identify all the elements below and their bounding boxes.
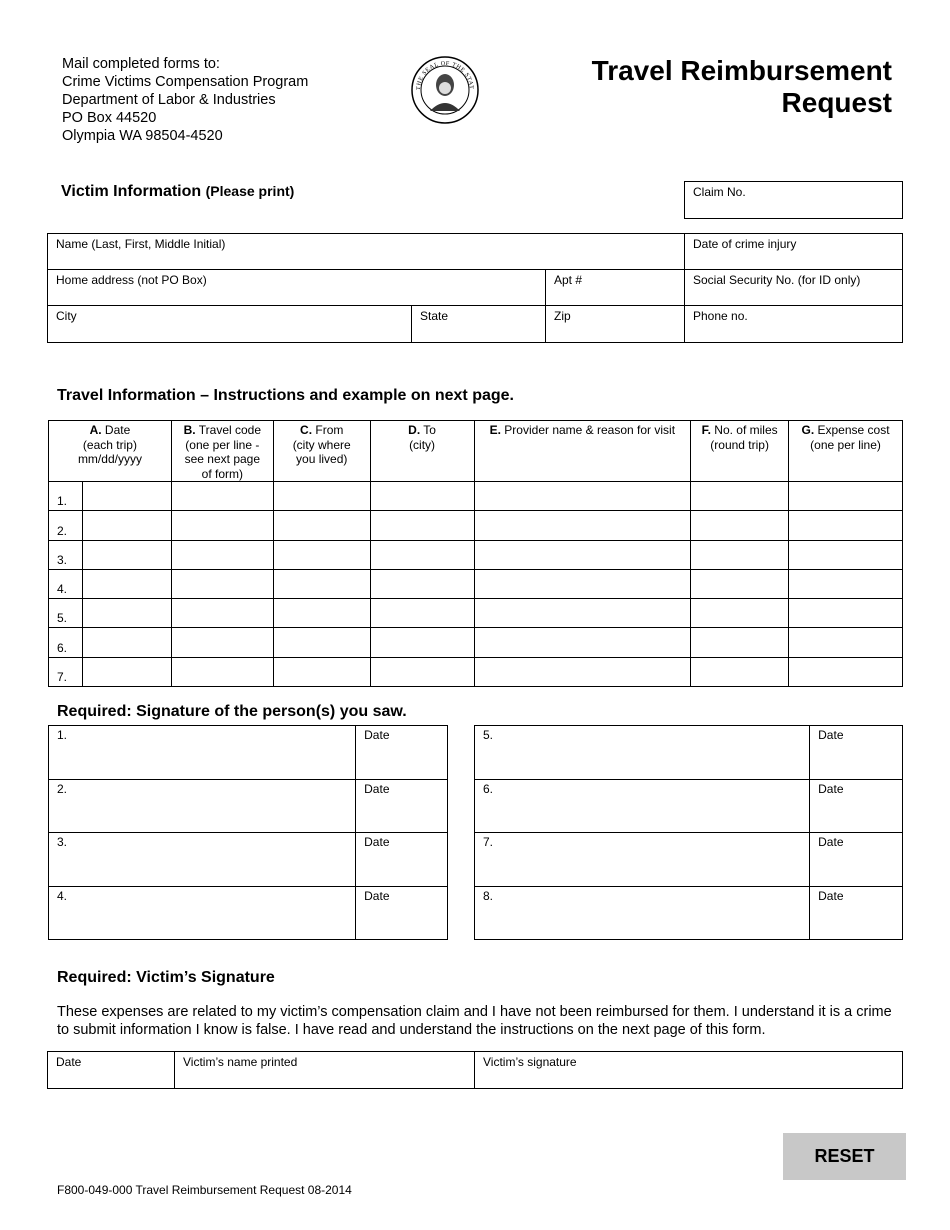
travel-cell-travel-code[interactable] <box>171 511 273 540</box>
travel-row-number: 6. <box>49 628 83 657</box>
travel-row-number: 1. <box>49 482 83 511</box>
travel-cell-expense[interactable] <box>789 540 903 569</box>
col-g-header: G. Expense cost (one per line) <box>789 421 903 482</box>
victim-signature-label: Victim’s signature <box>483 1055 577 1069</box>
travel-cell-miles[interactable] <box>691 657 789 686</box>
provider-sig-row <box>49 833 448 887</box>
victim-info-grid <box>47 233 903 343</box>
provider-signature-field[interactable]: 6. <box>475 779 810 833</box>
reset-button[interactable]: RESET <box>783 1133 906 1180</box>
travel-cell-from[interactable] <box>273 569 370 598</box>
victim-signature-field[interactable] <box>475 1052 902 1088</box>
state-seal-icon <box>410 55 480 125</box>
mail-line: Mail completed forms to: <box>62 56 220 72</box>
ssn-label: Social Security No. (for ID only) <box>693 273 861 287</box>
provider-sig-row <box>475 779 903 833</box>
travel-cell-provider[interactable] <box>474 482 691 511</box>
travel-cell-expense[interactable] <box>789 628 903 657</box>
home-address-label: Home address (not PO Box) <box>56 273 207 287</box>
victim-info-heading-text: Victim Information <box>61 183 202 200</box>
travel-cell-date[interactable] <box>82 657 171 686</box>
travel-cell-expense[interactable] <box>789 657 903 686</box>
travel-cell-provider[interactable] <box>474 628 691 657</box>
provider-sig-heading: Required: Signature of the person(s) you saw. <box>57 703 407 720</box>
claim-no-field[interactable] <box>684 181 903 219</box>
state-field[interactable] <box>412 306 545 342</box>
provider-signature-field[interactable]: 8. <box>475 886 810 940</box>
travel-cell-to[interactable] <box>370 482 474 511</box>
travel-cell-from[interactable] <box>273 657 370 686</box>
title-line-1: Travel Reimbursement <box>591 55 892 86</box>
travel-cell-date[interactable] <box>82 628 171 657</box>
travel-cell-from[interactable] <box>273 511 370 540</box>
travel-cell-miles[interactable] <box>691 569 789 598</box>
travel-cell-expense[interactable] <box>789 511 903 540</box>
travel-row <box>49 540 903 569</box>
travel-cell-travel-code[interactable] <box>171 540 273 569</box>
travel-row <box>49 628 903 657</box>
mail-line: Olympia WA 98504-4520 <box>62 128 223 144</box>
name-label: Name (Last, First, Middle Initial) <box>56 237 226 251</box>
travel-cell-travel-code[interactable] <box>171 599 273 628</box>
travel-cell-provider[interactable] <box>474 540 691 569</box>
phone-field[interactable] <box>685 306 902 342</box>
travel-cell-expense[interactable] <box>789 599 903 628</box>
travel-cell-date[interactable] <box>82 569 171 598</box>
travel-cell-miles[interactable] <box>691 511 789 540</box>
victim-sig-heading: Required: Victim’s Signature <box>57 969 275 986</box>
travel-row <box>49 482 903 511</box>
travel-cell-expense[interactable] <box>789 482 903 511</box>
provider-date-field[interactable]: Date <box>810 779 903 833</box>
travel-cell-miles[interactable] <box>691 482 789 511</box>
victim-info-heading <box>61 183 294 201</box>
provider-date-field[interactable]: Date <box>810 726 903 780</box>
mail-line: Crime Victims Compensation Program <box>62 74 309 90</box>
provider-signature-field[interactable]: 1. <box>49 726 356 780</box>
provider-sig-table-right <box>474 725 903 940</box>
provider-sig-table-left <box>48 725 448 940</box>
travel-cell-miles[interactable] <box>691 599 789 628</box>
page-title <box>592 55 892 119</box>
provider-sig-row <box>475 833 903 887</box>
zip-label: Zip <box>554 309 571 323</box>
travel-table <box>48 420 903 687</box>
travel-row-number: 5. <box>49 599 83 628</box>
city-field[interactable] <box>48 306 411 342</box>
travel-cell-travel-code[interactable] <box>171 628 273 657</box>
provider-sig-row <box>49 779 448 833</box>
travel-cell-from[interactable] <box>273 482 370 511</box>
form-footer: F800-049-000 Travel Reimbursement Request 08-2014 <box>57 1183 352 1197</box>
travel-cell-provider[interactable] <box>474 599 691 628</box>
claim-no-label: Claim No. <box>693 185 746 199</box>
ssn-field[interactable] <box>685 270 902 305</box>
travel-cell-to[interactable] <box>370 540 474 569</box>
title-line-2: Request <box>781 87 892 118</box>
travel-cell-provider[interactable] <box>474 569 691 598</box>
victim-sig-row <box>47 1051 903 1089</box>
provider-date-field[interactable]: Date <box>356 833 448 887</box>
travel-cell-miles[interactable] <box>691 628 789 657</box>
name-field[interactable] <box>48 234 684 269</box>
travel-row-number: 2. <box>49 511 83 540</box>
travel-cell-travel-code[interactable] <box>171 482 273 511</box>
col-a-header: A. Date (each trip) mm/dd/yyyy <box>49 421 172 482</box>
provider-signature-field[interactable]: 7. <box>475 833 810 887</box>
travel-cell-expense[interactable] <box>789 569 903 598</box>
travel-row <box>49 569 903 598</box>
travel-cell-miles[interactable] <box>691 540 789 569</box>
victim-date-field[interactable] <box>48 1052 174 1088</box>
provider-date-field[interactable]: Date <box>810 833 903 887</box>
travel-cell-date[interactable] <box>82 599 171 628</box>
col-e-header: E. Provider name & reason for visit <box>474 421 691 482</box>
travel-cell-to[interactable] <box>370 511 474 540</box>
mail-line: Department of Labor & Industries <box>62 92 276 108</box>
provider-date-field[interactable]: Date <box>356 726 448 780</box>
provider-signature-field[interactable]: 2. <box>49 779 356 833</box>
phone-label: Phone no. <box>693 309 748 323</box>
travel-row-number: 3. <box>49 540 83 569</box>
travel-info-heading: Travel Information – Instructions and example on next page. <box>57 387 514 404</box>
city-label: City <box>56 309 77 323</box>
provider-signature-field[interactable]: 5. <box>475 726 810 780</box>
victim-name-label: Victim’s name printed <box>183 1055 298 1069</box>
provider-sig-row <box>475 886 903 940</box>
victim-info-heading-sub: (Please print) <box>205 183 295 199</box>
travel-cell-to[interactable] <box>370 599 474 628</box>
col-c-header: C. From (city where you lived) <box>273 421 370 482</box>
travel-cell-to[interactable] <box>370 657 474 686</box>
travel-cell-to[interactable] <box>370 628 474 657</box>
travel-cell-provider[interactable] <box>474 511 691 540</box>
mail-address <box>62 55 308 145</box>
travel-cell-travel-code[interactable] <box>171 657 273 686</box>
travel-cell-from[interactable] <box>273 628 370 657</box>
travel-cell-date[interactable] <box>82 511 171 540</box>
provider-sig-row <box>49 886 448 940</box>
travel-row <box>49 599 903 628</box>
col-f-header: F. No. of miles (round trip) <box>691 421 789 482</box>
travel-cell-from[interactable] <box>273 599 370 628</box>
provider-date-field[interactable]: Date <box>810 886 903 940</box>
travel-row-number: 7. <box>49 657 83 686</box>
victim-date-label: Date <box>56 1055 82 1069</box>
mail-line: PO Box 44520 <box>62 110 157 126</box>
col-d-header: D. To (city) <box>370 421 474 482</box>
travel-cell-travel-code[interactable] <box>171 569 273 598</box>
col-b-header: B. Travel code (one per line - see next page of form) <box>171 421 273 482</box>
travel-cell-from[interactable] <box>273 540 370 569</box>
victim-statement: These expenses are related to my victim’s compensation claim and I have not been reimbursed for them. I understand it is a crime to submit information I know is false. I have read and understand the instructions on the next page of this form. <box>57 1004 892 1038</box>
travel-row <box>49 657 903 686</box>
victim-name-field[interactable] <box>175 1052 474 1088</box>
provider-sig-row <box>475 726 903 780</box>
home-address-field[interactable] <box>48 270 545 305</box>
seal-text: THE SEAL OF THE STAT <box>415 60 475 91</box>
state-label: State <box>420 309 449 323</box>
travel-cell-provider[interactable] <box>474 657 691 686</box>
provider-signature-field[interactable]: 4. <box>49 886 356 940</box>
provider-date-field[interactable]: Date <box>356 886 448 940</box>
travel-cell-to[interactable] <box>370 569 474 598</box>
date-injury-label: Date of crime injury <box>693 237 797 251</box>
travel-header-row <box>49 421 903 482</box>
zip-field[interactable] <box>546 306 684 342</box>
apt-field[interactable] <box>546 270 684 305</box>
travel-row <box>49 511 903 540</box>
date-injury-field[interactable] <box>685 234 902 269</box>
apt-label: Apt # <box>554 273 583 287</box>
travel-row-number: 4. <box>49 569 83 598</box>
travel-cell-date[interactable] <box>82 482 171 511</box>
provider-signature-field[interactable]: 3. <box>49 833 356 887</box>
travel-cell-date[interactable] <box>82 540 171 569</box>
provider-sig-row <box>49 726 448 780</box>
provider-date-field[interactable]: Date <box>356 779 448 833</box>
